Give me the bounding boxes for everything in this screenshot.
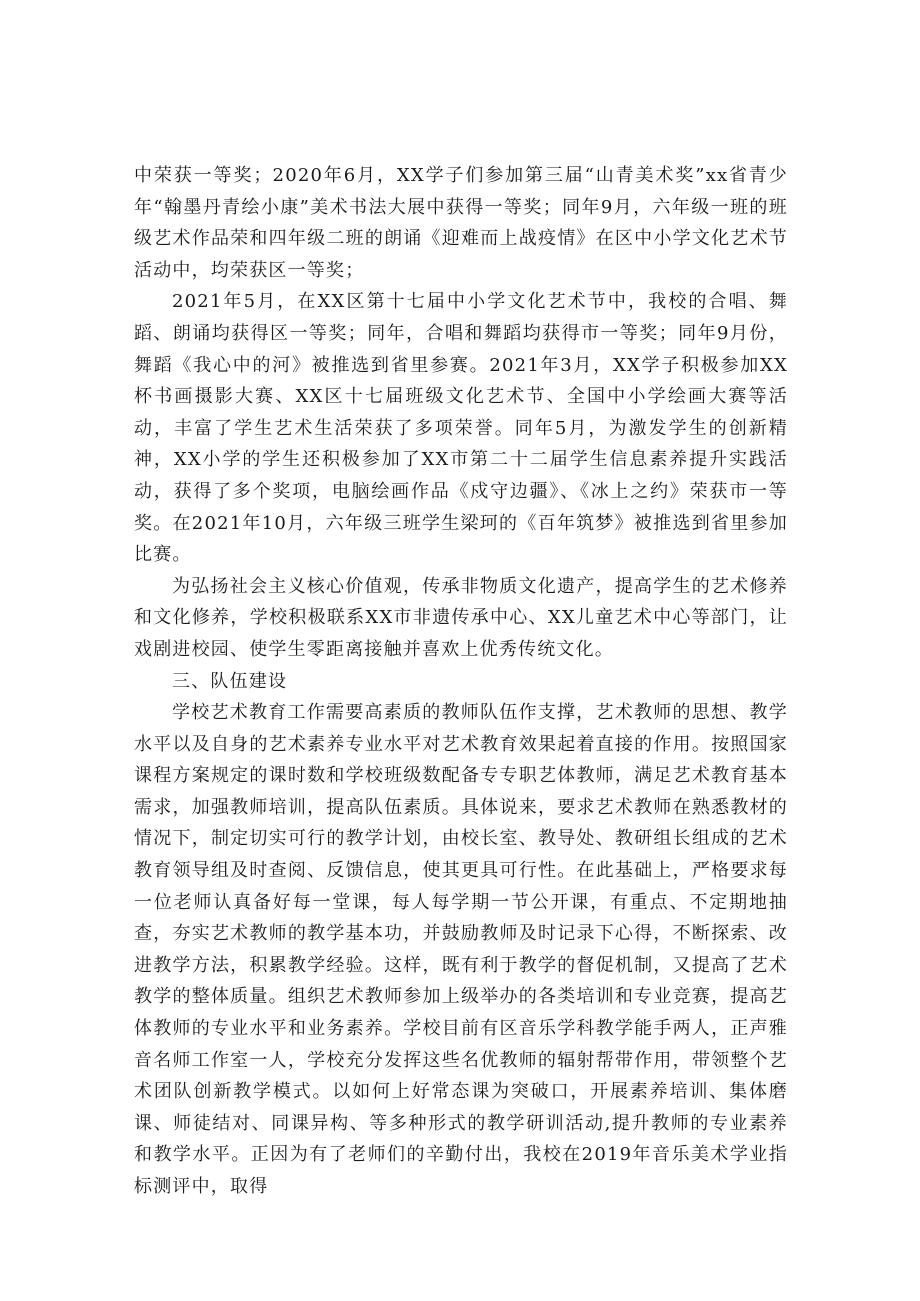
paragraph-heritage-culture: 为弘扬社会主义核心价值观，传承非物质文化遗产，提高学生的艺术修养和文化修养，学校积极联系XX市非遗传承中心、XX儿童艺术中心等部门，让戏剧进校园、使学生零距离接触并喜欢上优秀传统文化。 bbox=[134, 575, 788, 660]
paragraph-team-building: 学校艺术教育工作需要高素质的教师队伍作支撑，艺术教师的思想、教学水平以及自身的艺术素养专业水平对艺术教育效果起着直接的作用。按照国家课程方案规定的课时数和学校班级数配备专专职艺体教师，满足艺术教育基本需求，加强教师培训，提高队伍素质。具体说来，要求艺术教师在熟悉教材的情况下，制定切实可行的教学计划，由校长室、教导处、教研组长组成的艺术教育领导组及时查阅、反馈信息，使其更具可行性。在此基础上，严格要求每一位老师认真备好每一堂课，每人每学期一节公开课，有重点、不定期地抽查，夯实艺术教师的教学基本功，并鼓励教师及时记录下心得，不断探索、改进教学方法，积累教学经验。这样，既有利于教学的督促机制，又提高了艺术教学的整体质量。组织艺术教师参加上级举办的各类培训和专业竞赛，提高艺体教师的专业水平和业务素养。学校目前有区音乐学科教学能手两人，正声雅音名师工作室一人，学校充分发挥这些名优教师的辐射帮带作用，带领整个艺术团队创新教学模式。以如何上好常态课为突破口，开展素养培训、集体磨课、师徒结对、同课异构、等多种形式的教学研训活动,提升教师的专业素养和教学水平。正因为有了老师们的辛勤付出，我校在2019年音乐美术学业指标测评中，取得 bbox=[134, 702, 788, 1197]
paragraph-awards-2021: 2021年5月，在XX区第十七届中小学文化艺术节中，我校的合唱、舞蹈、朗诵均获得区一等奖；同年，合唱和舞蹈均获得市一等奖；同年9月份，舞蹈《我心中的河》被推选到省里参赛。2021年3月，XX学子积极参加XX杯书画摄影大赛、XX区十七届班级文化艺术节、全国中小学绘画大赛等活动，丰富了学生艺术生活荣获了多项荣誉。同年5月，为激发学生的创新精神，XX小学的学生还积极参加了XX市第二十二届学生信息素养提升实践活动，获得了多个奖项，电脑绘画作品《戍守边疆》、《冰上之约》荣获市一等奖。在2021年10月，六年级三班学生梁珂的《百年筑梦》被推选到省里参加比赛。 bbox=[134, 291, 788, 566]
document-body bbox=[134, 160, 788, 1203]
section-heading-team-building: 三、队伍建设 bbox=[172, 670, 288, 692]
paragraph-awards-2020: 中荣获一等奖；2020年6月，XX学子们参加第三届“山青美术奖”xx省青少年“翰墨丹青绘小康”美术书法大展中获得一等奖；同年9月，六年级一班的班级艺术作品荣和四年级二班的朗诵《迎难而上战疫情》在区中小学文化艺术节活动中，均荣获区一等奖； bbox=[134, 165, 788, 281]
